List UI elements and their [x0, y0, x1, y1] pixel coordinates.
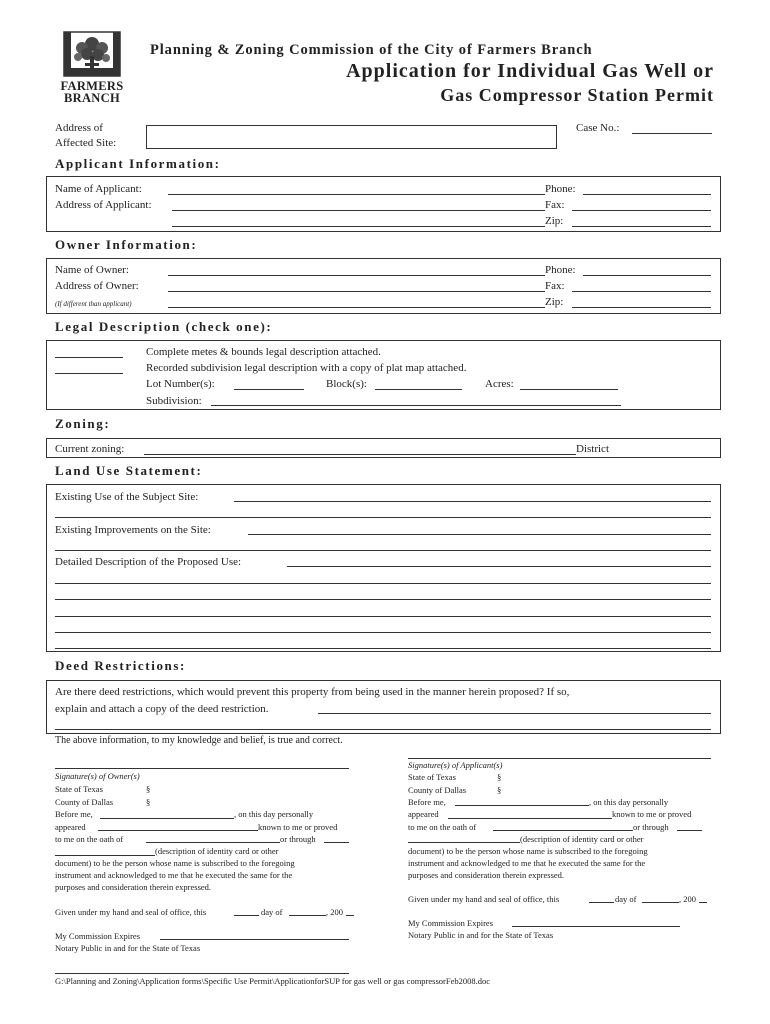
- owner-county: County of Dallas: [55, 797, 114, 807]
- land-use-heading: Land Use Statement:: [55, 463, 203, 478]
- address-label-1: Address of: [55, 122, 103, 134]
- applicant-heading: Applicant Information:: [55, 156, 221, 171]
- owner-given-month-field[interactable]: [289, 915, 326, 916]
- legal-option-1-checkline[interactable]: [55, 357, 123, 358]
- applicant-state: State of Texas: [408, 772, 456, 782]
- commission-name: Planning & Zoning Commission of the City of Farmers Branch: [150, 42, 593, 58]
- existing-use-field-2[interactable]: [55, 517, 711, 518]
- form-title-line-2: Gas Compressor Station Permit: [440, 85, 714, 105]
- proposed-use-field-3[interactable]: [55, 599, 711, 600]
- applicant-address-field[interactable]: [172, 210, 545, 211]
- owner-address-field-2[interactable]: [168, 307, 545, 308]
- owner-name-field[interactable]: [168, 275, 545, 276]
- existing-improvements-field-2[interactable]: [55, 550, 711, 551]
- proposed-use-label: Detailed Description of the Proposed Use:: [55, 556, 242, 568]
- owner-day-of: day of: [261, 907, 283, 917]
- logo-line-1: FARMERS: [60, 79, 124, 93]
- owner-name-label: Name of Owner:: [55, 264, 129, 276]
- applicant-signature-label: Signature(s) of Applicant(s): [408, 760, 503, 770]
- acres-label: Acres:: [485, 378, 514, 390]
- owner-given-text: Given under my hand and seal of office, this: [55, 907, 207, 917]
- owner-signature-line[interactable]: [55, 768, 349, 769]
- owner-county-section: §: [146, 797, 151, 807]
- legal-option-2: Recorded subdivision legal description with a copy of plat map attached.: [146, 362, 467, 374]
- owner-purposes-text: purposes and consideration therein expressed.: [55, 882, 212, 892]
- owner-id-field[interactable]: [55, 855, 155, 856]
- land-use-box: [46, 484, 721, 652]
- certification-statement: The above information, to my knowledge and belief, is true and correct.: [55, 735, 343, 746]
- owner-oath-field[interactable]: [146, 842, 280, 843]
- owner-commission-field[interactable]: [160, 939, 349, 940]
- applicant-given-day-field[interactable]: [589, 902, 614, 903]
- subdivision-field[interactable]: [211, 405, 621, 406]
- legal-option-1: Complete metes & bounds legal description attached.: [146, 346, 381, 358]
- proposed-use-field-2[interactable]: [55, 583, 711, 584]
- logo-text: [54, 80, 130, 104]
- owner-heading: Owner Information:: [55, 237, 198, 252]
- owner-notary-public: Notary Public in and for the State of Texas: [55, 943, 201, 953]
- owner-through-field[interactable]: [324, 842, 349, 843]
- owner-year-field[interactable]: [346, 915, 354, 916]
- owner-zip-field[interactable]: [572, 307, 711, 308]
- owner-address-field[interactable]: [168, 291, 545, 292]
- applicant-before-me: Before me,: [408, 797, 446, 807]
- owner-instrument-text: instrument and acknowledged to me that he executed the same for the: [55, 870, 293, 880]
- existing-use-field[interactable]: [234, 501, 711, 502]
- lot-label: Lot Number(s):: [146, 378, 215, 390]
- owner-fax-label: Fax:: [545, 280, 565, 292]
- applicant-id-field[interactable]: [408, 842, 520, 843]
- applicant-through-field[interactable]: [677, 830, 702, 831]
- applicant-zip-label: Zip:: [545, 215, 564, 227]
- existing-improvements-field[interactable]: [248, 534, 711, 535]
- owner-note: (If different than applicant): [55, 300, 132, 308]
- applicant-signature-line[interactable]: [408, 758, 711, 759]
- proposed-use-field-5[interactable]: [55, 632, 711, 633]
- footer-rule: [55, 973, 349, 974]
- owner-or-through: or through: [280, 834, 316, 844]
- applicant-commission-field[interactable]: [512, 926, 680, 927]
- applicant-zip-field[interactable]: [572, 226, 711, 227]
- applicant-year-prefix: , 200: [679, 894, 696, 904]
- applicant-given-month-field[interactable]: [642, 902, 679, 903]
- owner-appeared-field[interactable]: [98, 830, 258, 831]
- applicant-county: County of Dallas: [408, 785, 467, 795]
- applicant-oath-of: to me on the oath of: [408, 822, 477, 832]
- applicant-notary-name-field[interactable]: [455, 805, 589, 806]
- applicant-name-field[interactable]: [168, 194, 545, 195]
- tree-logo-icon: [54, 30, 130, 78]
- form-title-line-1: Application for Individual Gas Well or: [346, 60, 714, 82]
- proposed-use-field-6[interactable]: [55, 648, 711, 649]
- owner-commission-expires: My Commission Expires: [55, 931, 141, 941]
- district-label: District: [576, 443, 609, 455]
- block-field[interactable]: [375, 389, 462, 390]
- applicant-instrument-text: instrument and acknowledged to me that he executed the same for the: [408, 858, 646, 868]
- applicant-name-label: Name of Applicant:: [55, 183, 142, 195]
- owner-state-section: §: [146, 784, 151, 794]
- applicant-state-section: §: [497, 772, 502, 782]
- owner-zip-label: Zip:: [545, 296, 564, 308]
- applicant-appeared: appeared: [408, 809, 439, 819]
- existing-use-label: Existing Use of the Subject Site:: [55, 491, 199, 503]
- city-logo: [54, 30, 130, 108]
- owner-known-to-me: known to me or proved: [258, 822, 338, 832]
- owner-address-label: Address of Owner:: [55, 280, 139, 292]
- owner-phone-field[interactable]: [583, 275, 711, 276]
- zoning-heading: Zoning:: [55, 416, 111, 431]
- owner-on-this-day: , on this day personally: [234, 809, 314, 819]
- applicant-or-through: or through: [633, 822, 669, 832]
- case-number-field[interactable]: [632, 133, 712, 134]
- address-label-2: Affected Site:: [55, 137, 117, 149]
- owner-notary-name-field[interactable]: [100, 818, 234, 819]
- owner-id-description: (description of identity card or other: [155, 846, 279, 856]
- current-zoning-label: Current zoning:: [55, 443, 125, 455]
- affected-site-address-field[interactable]: [146, 125, 557, 149]
- zoning-box: [46, 438, 721, 458]
- applicant-phone-field[interactable]: [583, 194, 711, 195]
- owner-appeared: appeared: [55, 822, 86, 832]
- deed-explanation-field-2[interactable]: [55, 729, 711, 730]
- applicant-oath-field[interactable]: [493, 830, 633, 831]
- applicant-id-description: (description of identity card or other: [520, 834, 644, 844]
- current-zoning-field[interactable]: [144, 454, 576, 455]
- applicant-known-to-me: known to me or proved: [612, 809, 692, 819]
- applicant-purposes-text: purposes and consideration therein expressed.: [408, 870, 565, 880]
- owner-state: State of Texas: [55, 784, 103, 794]
- owner-fax-field[interactable]: [572, 291, 711, 292]
- owner-document-text: document) to be the person whose name is subscribed to the foregoing: [55, 858, 295, 868]
- case-number-label: Case No.:: [576, 122, 620, 134]
- logo-line-2: BRANCH: [64, 91, 120, 105]
- applicant-fax-field[interactable]: [572, 210, 711, 211]
- legal-heading: Legal Description (check one):: [55, 319, 273, 334]
- applicant-address-field-2[interactable]: [172, 226, 545, 227]
- applicant-given-text: Given under my hand and seal of office, this: [408, 894, 560, 904]
- applicant-document-text: document) to be the person whose name is subscribed to the foregoing: [408, 846, 648, 856]
- deed-question-line-2: explain and attach a copy of the deed restriction.: [55, 703, 269, 715]
- existing-improvements-label: Existing Improvements on the Site:: [55, 524, 211, 536]
- deed-heading: Deed Restrictions:: [55, 658, 186, 673]
- owner-before-me: Before me,: [55, 809, 93, 819]
- subdivision-label: Subdivision:: [146, 395, 202, 407]
- applicant-appeared-field[interactable]: [448, 818, 612, 819]
- deed-question-line-1: Are there deed restrictions, which would prevent this property from being used in the manner herein proposed? If so,: [55, 686, 570, 698]
- block-label: Block(s):: [326, 378, 367, 390]
- acres-field[interactable]: [520, 389, 618, 390]
- proposed-use-field-4[interactable]: [55, 616, 711, 617]
- applicant-notary-public: Notary Public in and for the State of Texas: [408, 930, 554, 940]
- applicant-address-label: Address of Applicant:: [55, 199, 152, 211]
- deed-explanation-field[interactable]: [318, 713, 711, 714]
- owner-phone-label: Phone:: [545, 264, 576, 276]
- applicant-on-this-day: , on this day personally: [589, 797, 669, 807]
- lot-field[interactable]: [234, 389, 304, 390]
- applicant-commission-expires: My Commission Expires: [408, 918, 494, 928]
- owner-oath-of: to me on the oath of: [55, 834, 124, 844]
- owner-signature-label: Signature(s) of Owner(s): [55, 771, 140, 781]
- owner-year-prefix: , 200: [326, 907, 343, 917]
- owner-given-day-field[interactable]: [234, 915, 259, 916]
- applicant-county-section: §: [497, 785, 502, 795]
- applicant-fax-label: Fax:: [545, 199, 565, 211]
- proposed-use-field[interactable]: [287, 566, 711, 567]
- owner-box: [46, 258, 721, 314]
- applicant-phone-label: Phone:: [545, 183, 576, 195]
- footer-file-path: G:\Planning and Zoning\Application forms\Specific Use Permit\ApplicationforSUP for gas well or gas compressorFeb2008.doc: [55, 976, 491, 986]
- legal-option-2-checkline[interactable]: [55, 373, 123, 374]
- applicant-year-field[interactable]: [699, 902, 707, 903]
- applicant-day-of: day of: [615, 894, 637, 904]
